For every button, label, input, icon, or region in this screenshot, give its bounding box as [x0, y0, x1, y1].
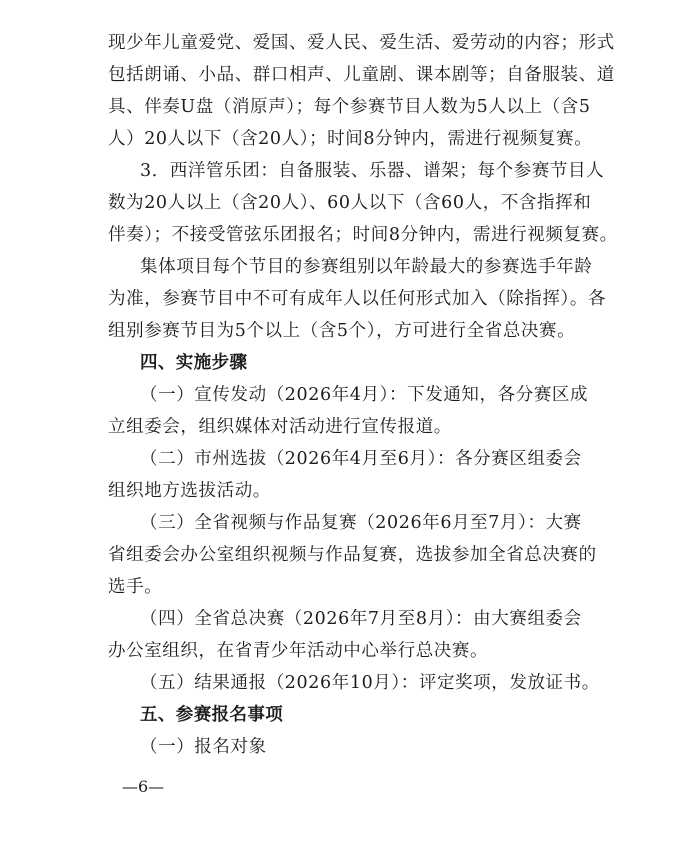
body-text-line: （一）宣传发动（2026年4月）：下发通知，各分赛区成 [140, 385, 589, 405]
body-text-line: 包括朗诵、小品、群口相声、儿童剧、课本剧等；自备服装、道 [108, 65, 615, 85]
body-text-line: （五）结果通报（2026年10月）：评定奖项，发放证书。 [140, 673, 600, 693]
body-text-line: 人）20人以下（含20人）；时间8分钟内，需进行视频复赛。 [108, 129, 593, 149]
body-text-line: 组别参赛节目为5个以上（含5个），方可进行全省总决赛。 [108, 321, 576, 341]
body-text-line: 组织地方选拔活动。 [108, 481, 271, 501]
body-text-line: 选手。 [108, 577, 163, 597]
section-heading: 四、实施步骤 [140, 353, 248, 373]
body-text-line: 现少年儿童爱党、爱国、爱人民、爱生活、爱劳动的内容；形式 [108, 33, 615, 53]
body-text-line: （二）市州选拔（2026年4月至6月）：各分赛区组委会 [140, 449, 582, 469]
body-text-line: 集体项目每个节目的参赛组别以年龄最大的参赛选手年龄 [140, 257, 593, 277]
body-text-line: 立组委会，组织媒体对活动进行宣传报道。 [108, 417, 452, 437]
body-text-line: 数为20人以上（含20人）、60人以下（含60人，不含指挥和 [108, 193, 592, 213]
page-number: —6— [122, 777, 165, 796]
body-text-line: 办公室组织，在省青少年活动中心举行总决赛。 [108, 641, 489, 661]
body-text-line: 具、伴奏U盘（消原声）；每个参赛节目人数为5人以上（含5 [108, 97, 591, 117]
body-text-line: 伴奏）；不接受管弦乐团报名；时间8分钟内，需进行视频复赛。 [108, 225, 618, 245]
body-text-line: 省组委会办公室组织视频与作品复赛，选拔参加全省总决赛的 [108, 545, 597, 565]
body-text-line: 3．西洋管乐团：自备服装、乐器、谱架；每个参赛节目人 [140, 161, 605, 181]
body-text-line: 为准，参赛节目中不可有成年人以任何形式加入（除指挥）。各 [108, 289, 607, 309]
body-text-line: （一）报名对象 [140, 737, 267, 757]
body-text-line: （三）全省视频与作品复赛（2026年6月至7月）：大赛 [140, 513, 582, 533]
section-heading: 五、参赛报名事项 [140, 705, 284, 725]
body-text-line: （四）全省总决赛（2026年7月至8月）：由大赛组委会 [140, 609, 582, 629]
